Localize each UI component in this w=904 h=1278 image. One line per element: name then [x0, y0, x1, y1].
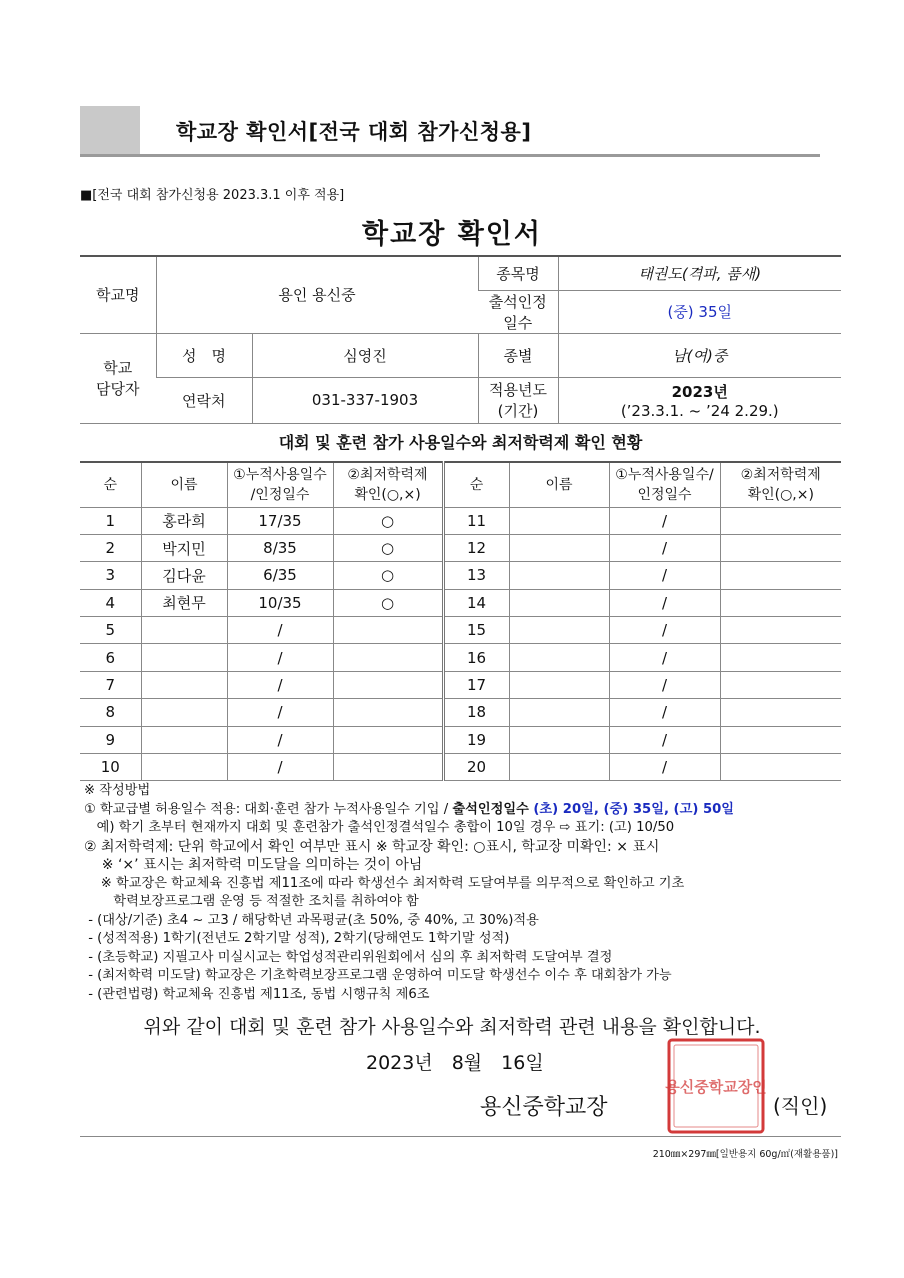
instructions — [84, 782, 854, 1004]
row-name-right — [509, 671, 609, 698]
row-name-right — [509, 534, 609, 561]
row-check-right — [720, 699, 841, 726]
row-check-right — [720, 726, 841, 753]
header-title: 학교장 확인서[전국 대회 참가신청용] — [176, 120, 532, 144]
row-days-right: / — [609, 589, 720, 616]
row-days: 6/35 — [227, 562, 333, 589]
roster-header-row — [80, 462, 841, 507]
col-check-2: 확인(○,×) — [354, 486, 421, 503]
contact-value: 031-337-1903 — [252, 377, 478, 423]
row-days-right: / — [609, 671, 720, 698]
row-name: 박지민 — [141, 534, 227, 561]
roster-body — [80, 462, 841, 781]
row-days-right: / — [609, 507, 720, 534]
row-check-right — [720, 617, 841, 644]
row-check-right — [720, 671, 841, 698]
gender-label: 종별 — [478, 333, 558, 377]
year-cell — [558, 377, 841, 423]
row-name: 김다윤 — [141, 562, 227, 589]
instr-line-3: ② 최저학력제: 단위 학교에서 확인 여부만 표시 ※ 학교장 확인: ○표시, 학교장 미확인: × 표시 — [84, 838, 660, 855]
row-no: 7 — [80, 671, 141, 698]
row-days: / — [227, 726, 333, 753]
row-days: / — [227, 754, 333, 781]
row-no: 2 — [80, 534, 141, 561]
row-days: / — [227, 671, 333, 698]
col-days-2: /인정일수 — [250, 486, 310, 503]
row-check: ○ — [333, 507, 443, 534]
col-check-1: ②최저학력제 — [347, 466, 428, 483]
attend-label — [478, 290, 558, 333]
roster-table — [80, 461, 841, 781]
manager-label-2: 담당자 — [96, 380, 140, 398]
col-name: 이름 — [141, 462, 227, 507]
row-days-right: / — [609, 699, 720, 726]
col-check — [333, 462, 443, 507]
bottom-rule — [80, 1136, 841, 1137]
table-row — [80, 754, 841, 781]
col-days-right-1: ①누적사용일수/ — [615, 466, 714, 483]
date-text: 2023년 8월 16일 — [366, 1052, 544, 1074]
col-days — [227, 462, 333, 507]
instr-line-7: - (대상/기준) 초4 ~ 고3 / 해당학년 과목평균(초 50%, 중 40%, 고 30%)적용 — [84, 912, 539, 928]
row-no: 4 — [80, 589, 141, 616]
row-days-right: / — [609, 726, 720, 753]
row-no-right: 12 — [443, 534, 509, 561]
attend-label-1: 출석인정 — [488, 292, 547, 311]
row-days: / — [227, 644, 333, 671]
row-no: 3 — [80, 562, 141, 589]
row-no-right: 11 — [443, 507, 509, 534]
col-days-right-2: 인정일수 — [637, 486, 692, 503]
row-days: / — [227, 699, 333, 726]
attend-value: (중) 35일 — [558, 290, 841, 333]
header-band — [80, 106, 820, 156]
year-label-1: 적용년도 — [489, 381, 547, 399]
main-title: 학교장 확인서 — [362, 219, 542, 250]
manager-label — [80, 333, 156, 423]
table-row — [80, 699, 841, 726]
principal-text: 용신중학교장 — [480, 1095, 608, 1120]
instr-line-11: - (관련법령) 학교체육 진흥법 제11조, 동법 시행규칙 제6조 — [84, 986, 430, 1002]
row-days: / — [227, 617, 333, 644]
row-name-right — [509, 644, 609, 671]
instr-line-9: - (초등학교) 지필고사 미실시교는 학업성적관리위원회에서 심의 후 최저학력 도달여부 결정 — [84, 949, 613, 965]
row-days-right: / — [609, 644, 720, 671]
row-no: 10 — [80, 754, 141, 781]
row-no: 8 — [80, 699, 141, 726]
header-gray-block — [80, 106, 140, 154]
event-label: 종목명 — [478, 256, 558, 290]
table-row — [80, 671, 841, 698]
table-row — [80, 534, 841, 561]
year-label-2: (기간) — [497, 402, 539, 420]
row-no: 1 — [80, 507, 141, 534]
school-name: 용인 용신중 — [156, 256, 478, 333]
attend-label-2: 일수 — [503, 313, 533, 332]
instr-line-10: - (최저학력 미도달) 학교장은 기초학력보장프로그램 운영하여 미도달 학생선수 이수 후 대회참가 가능 — [84, 968, 672, 983]
instr-line-4: ※ ‘×’ 표시는 최저학력 미도달을 의미하는 것이 아님 — [84, 857, 423, 873]
paper-note: 210㎜×297㎜[일반용지 60g/㎡(재활용품)] — [652, 1149, 838, 1160]
row-name-right — [509, 617, 609, 644]
row-name-right — [509, 754, 609, 781]
row-days: 17/35 — [227, 507, 333, 534]
row-days-right: / — [609, 562, 720, 589]
seal-label: 용신중학교장인 — [665, 1078, 767, 1096]
row-check-right — [720, 562, 841, 589]
row-days: 8/35 — [227, 534, 333, 561]
confirm-text: 위와 같이 대회 및 훈련 참가 사용일수와 최저학력 관련 내용을 확인합니다. — [143, 1016, 761, 1038]
row-days-right: / — [609, 754, 720, 781]
row-check — [333, 699, 443, 726]
col-check-right-1: ②최저학력제 — [740, 466, 821, 483]
row-name — [141, 726, 227, 753]
instr-line-2: 예) 학기 초부터 현재까지 대회 및 훈련참가 출석인정결석일수 총합이 10일 경우 ⇨ 표기: (고) 10/50 — [84, 820, 675, 835]
contact-label: 연락처 — [156, 377, 252, 423]
table-row — [80, 507, 841, 534]
row-no: 5 — [80, 617, 141, 644]
info-table — [80, 255, 841, 424]
row-name-right — [509, 589, 609, 616]
row-name-right — [509, 726, 609, 753]
instr-heading: ※ 작성방법 — [84, 783, 151, 798]
header-rule — [80, 154, 820, 157]
row-no-right: 17 — [443, 671, 509, 698]
col-no: 순 — [80, 462, 141, 507]
row-check: ○ — [333, 562, 443, 589]
row-no-right: 14 — [443, 589, 509, 616]
row-name — [141, 699, 227, 726]
name-label: 성 명 — [156, 333, 252, 377]
row-no-right: 13 — [443, 562, 509, 589]
row-check — [333, 644, 443, 671]
row-no: 9 — [80, 726, 141, 753]
row-name-right — [509, 562, 609, 589]
row-days-right: / — [609, 617, 720, 644]
row-no: 6 — [80, 644, 141, 671]
table-row — [80, 562, 841, 589]
row-name — [141, 671, 227, 698]
row-check: ○ — [333, 534, 443, 561]
row-name: 최현무 — [141, 589, 227, 616]
row-days: 10/35 — [227, 589, 333, 616]
manager-label-1: 학교 — [103, 359, 133, 377]
official-seal-icon — [665, 1036, 767, 1136]
row-check-right — [720, 534, 841, 561]
row-check-right — [720, 507, 841, 534]
instr-line-1 — [84, 801, 854, 820]
year-period: (’23.3.1. ~ ’24 2.29.) — [620, 401, 779, 420]
col-check-right — [720, 462, 841, 507]
section-title: 대회 및 훈련 참가 사용일수와 최저학력제 확인 현황 — [278, 433, 643, 452]
row-name-right — [509, 507, 609, 534]
col-no-right: 순 — [443, 462, 509, 507]
table-row — [80, 644, 841, 671]
row-no-right: 19 — [443, 726, 509, 753]
name-value: 심영진 — [252, 333, 478, 377]
school-label: 학교명 — [80, 256, 156, 333]
year-value: 2023년 — [671, 382, 728, 401]
row-check-right — [720, 589, 841, 616]
row-name: 홍라희 — [141, 507, 227, 534]
jikin-text: (직인) — [773, 1094, 828, 1118]
col-days-1: ①누적사용일수 — [233, 466, 327, 483]
instr-line-5: ※ 학교장은 학교체육 진흥법 제11조에 따라 학생선수 최저학력 도달여부를 의무적으로 확인하고 기초 — [84, 875, 685, 891]
col-days-right — [609, 462, 720, 507]
note-top: ■[전국 대회 참가신청용 2023.3.1 이후 적용] — [80, 188, 345, 203]
row-no-right: 20 — [443, 754, 509, 781]
row-check: ○ — [333, 589, 443, 616]
table-row — [80, 617, 841, 644]
instr-l1-c: (초) 20일, (중) 35일, (고) 50일 — [533, 801, 735, 817]
row-no-right: 18 — [443, 699, 509, 726]
instr-line-6: 학력보장프로그램 운영 등 적절한 조치를 취하여야 함 — [84, 894, 419, 909]
row-no-right: 15 — [443, 617, 509, 644]
table-row — [80, 589, 841, 616]
event-value: 태권도(격파, 품새) — [558, 256, 841, 290]
row-days-right: / — [609, 534, 720, 561]
instr-l1-b: 출석인정일수 — [452, 801, 534, 817]
row-check — [333, 617, 443, 644]
row-check-right — [720, 754, 841, 781]
col-check-right-2: 확인(○,×) — [747, 486, 814, 503]
row-name — [141, 644, 227, 671]
col-name-right: 이름 — [509, 462, 609, 507]
year-label — [478, 377, 558, 423]
row-check-right — [720, 644, 841, 671]
gender-value: 남(여)중 — [558, 333, 841, 377]
instr-line-8: - (성적적용) 1학기(전년도 2학기말 성적), 2학기(당해연도 1학기말 성적) — [84, 931, 510, 946]
row-check — [333, 671, 443, 698]
row-name — [141, 617, 227, 644]
table-row — [80, 726, 841, 753]
instr-l1-a: ① 학교급별 허용일수 적용: 대회·훈련 참가 누적사용일수 기입 / — [84, 801, 453, 817]
row-check — [333, 754, 443, 781]
row-check — [333, 726, 443, 753]
row-no-right: 16 — [443, 644, 509, 671]
row-name-right — [509, 699, 609, 726]
row-name — [141, 754, 227, 781]
